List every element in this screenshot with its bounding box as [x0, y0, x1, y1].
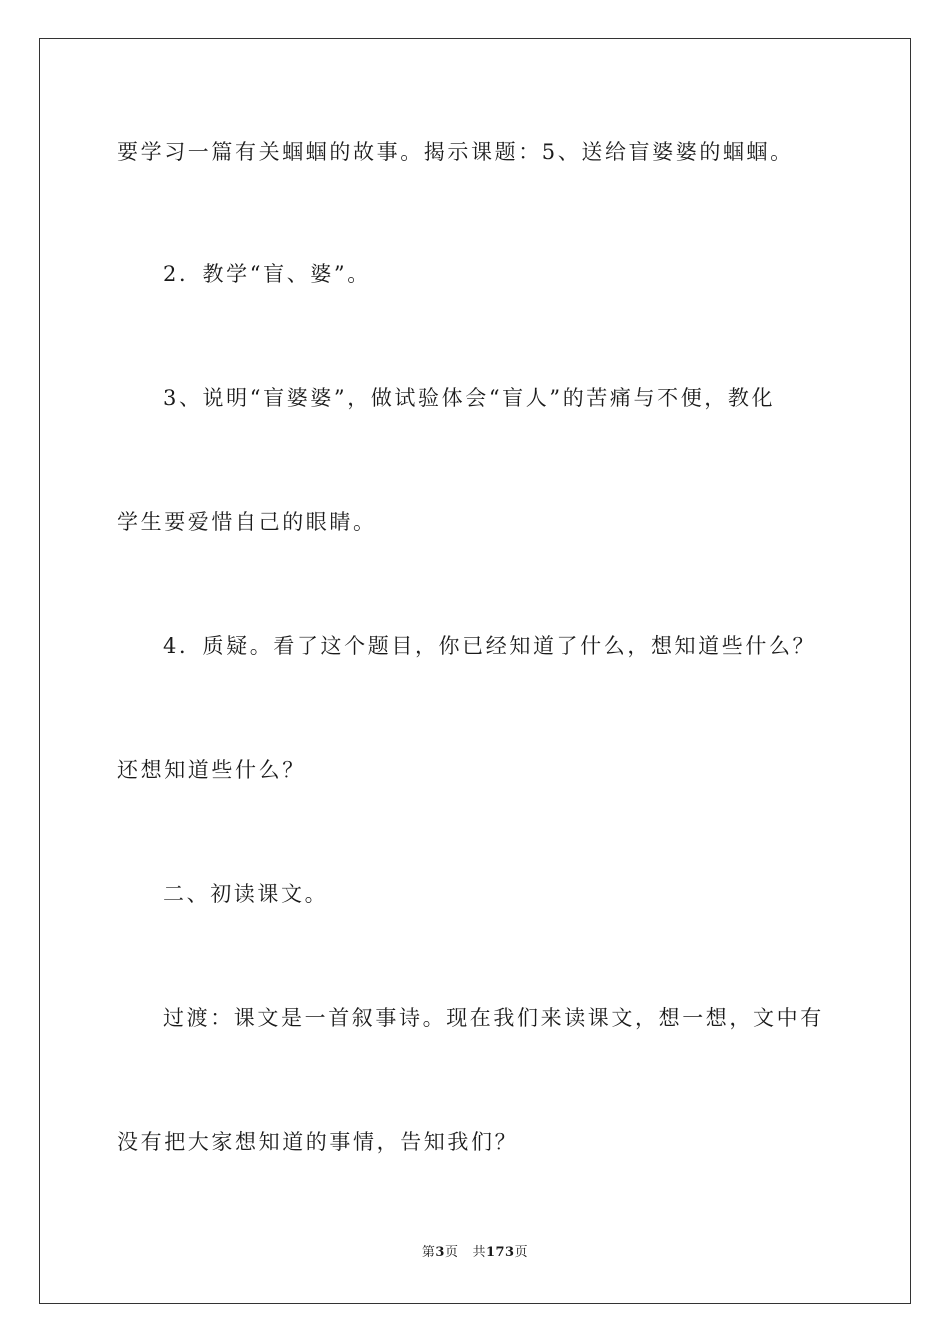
paragraph-line-3: 3、说明“盲婆婆”，做试验体会“盲人”的苦痛与不便，教化: [163, 386, 776, 410]
total-suffix: 页: [514, 1245, 529, 1260]
paragraph-line-4: 学生要爱惜自己的眼睛。: [117, 510, 377, 534]
page-number: 3: [435, 1245, 445, 1260]
page-footer: [0, 1244, 950, 1262]
paragraph-line-6: 还想知道些什么？: [117, 758, 306, 782]
paragraph-line-5: 4．质疑。看了这个题目，你已经知道了什么，想知道些什么？: [163, 634, 817, 658]
page-suffix: 页: [444, 1245, 459, 1260]
page-prefix: 第: [421, 1245, 436, 1260]
paragraph-line-8: 过渡：课文是一首叙事诗。现在我们来读课文，想一想，文中有: [163, 1006, 824, 1030]
paragraph-line-2: 2．教学“盲、婆”。: [163, 262, 371, 286]
section-heading: 二、初读课文。: [163, 882, 329, 906]
paragraph-line-1: 要学习一篇有关蝈蝈的故事。揭示课题：5、送给盲婆婆的蝈蝈。: [117, 140, 794, 164]
total-prefix: 共: [472, 1245, 486, 1260]
paragraph-line-9: 没有把大家想知道的事情，告知我们？: [117, 1130, 519, 1154]
page-border: [39, 38, 911, 1304]
total-pages: 173: [485, 1245, 515, 1260]
